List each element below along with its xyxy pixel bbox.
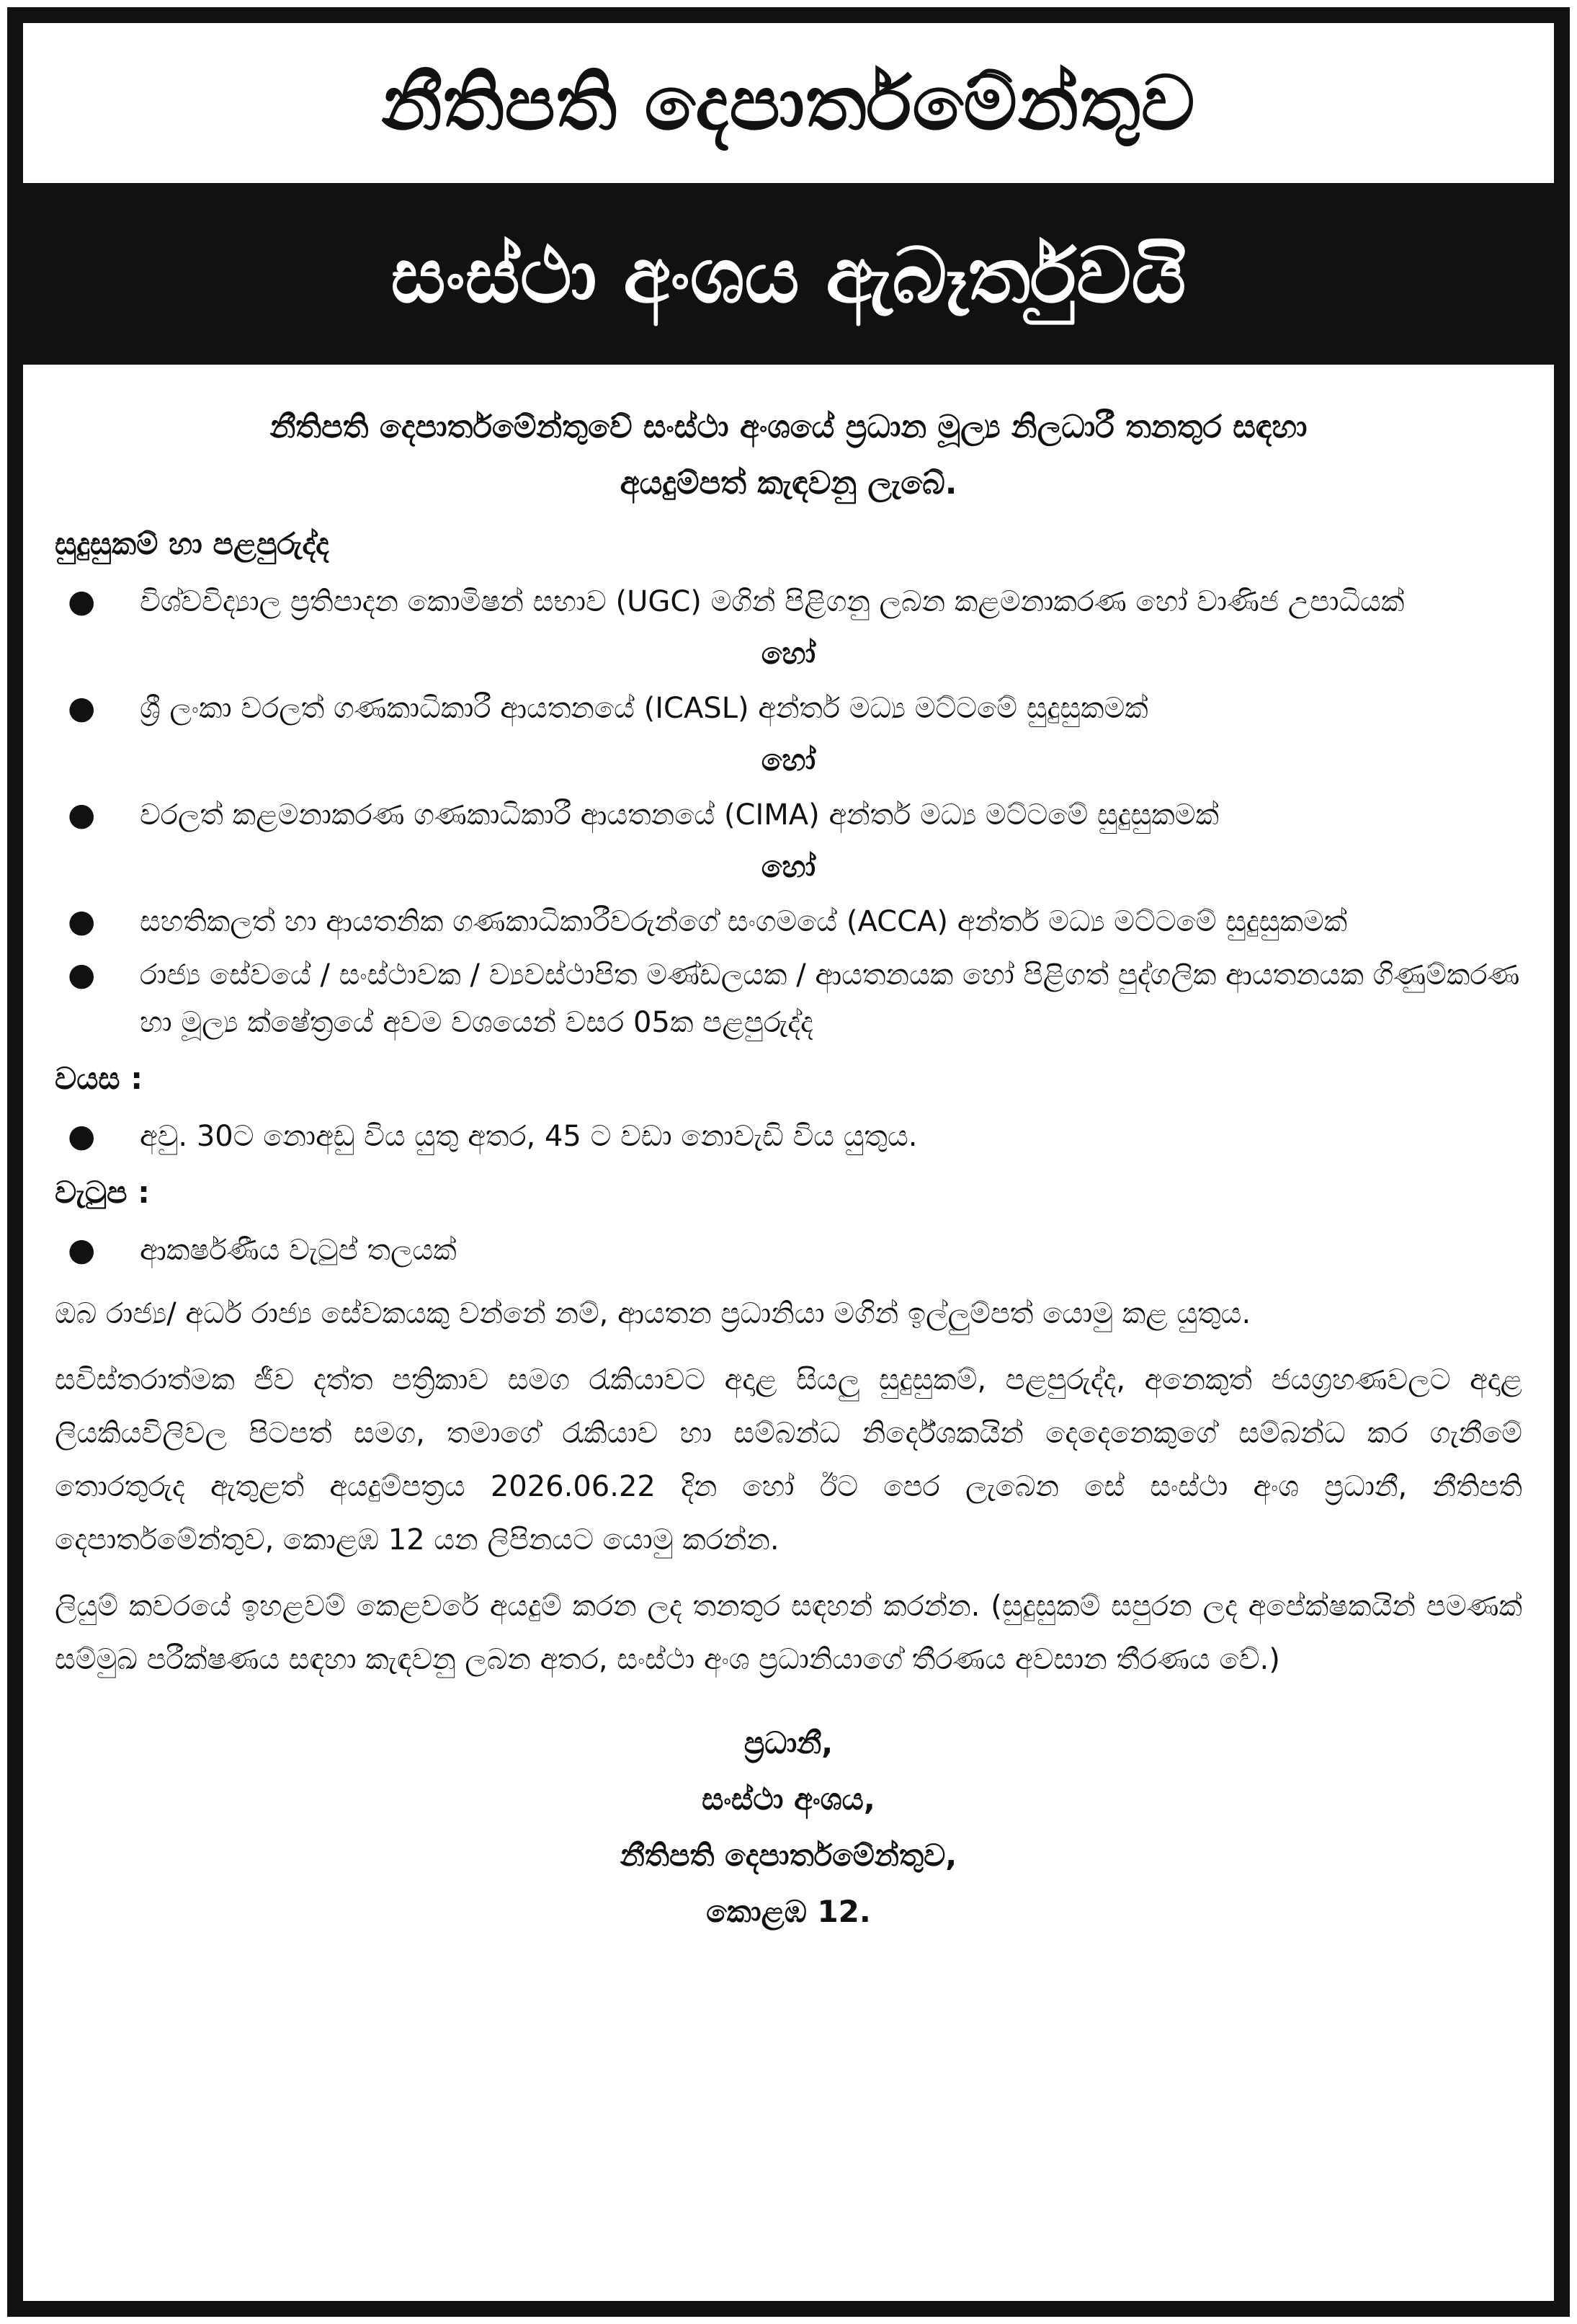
advertisement-frame [7,7,1570,2317]
age-text: අවු. 30ට නොඅඩු විය යුතු අතර, 45 ට වඩා නොවැඩි විය යුතුය. [140,1120,918,1153]
title-box [23,23,1554,189]
envelope-instructions: ලියුම් කවරයේ ඉහළවම් කෙළවරේ අයදුම් කරන ලද තනතුර සඳහන් කරන්න. (සුදුසුකම් සපුරන ලද අපේක්ෂකයින් පමණක් සම්මුඛ පරීක්ෂණය සඳහා කැඳවනු ලබන අතර, සංස්ථා අංශ ප්‍රධානියාගේ තීරණය අවසාන තීරණය වේ.) [55,1590,1522,1676]
signature-line-2: සංස්ථා අංශය, [702,1781,875,1817]
bullet-icon: ● [68,690,96,726]
qualification-item [55,791,1522,839]
salary-text: ආකර්ෂණීය වැටුප් තලයක් [140,1234,457,1267]
bullet-icon: ● [68,903,96,940]
application-instructions: සවිස්තරාත්මක ජීව දත්ත පත්‍රිකාව සමග රැකියාවට අදාළ සියලු සුදුසුකම්, පළපුරුද්ද, අනෙකුත් ජයග්‍රහණවලට අදාළ ලියකියවිලිවල පිටපත් සමග, තමාගේ රැකියාව හා සම්බන්ධ නිර්දේශකයින් දෙදෙනෙකුගේ සම්බන්ධ කර ගැනීමේ තොරතුරුද ඇතුළත් අයදුම්පත්‍රය 2026.06.22 දින හෝ ඊට පෙර ලැබෙන සේ සංස්ථා අංශ ප්‍රධානී, නීතිපති දෙපාර්තමේන්තුව, කොළඹ 12 යන ලිපිනයට යොමු කරන්න. [55,1363,1522,1557]
qualification-item [55,578,1522,625]
qualification-item [55,685,1522,732]
age-heading: වයස : [55,1061,143,1096]
bullet-icon: ● [68,956,96,993]
intro-line-1: නීතිපති දෙපාර්තමේන්තුවේ සංස්ථා අංශයේ ප්‍රධාන මූල්‍ය නිලධාරී තනතුර සඳහා [269,409,1308,445]
advertisement-body [23,365,1554,1940]
banner-text: සංස්ථා අංශය ඇබෑර්තුවයි [390,231,1187,320]
bullet-icon: ● [68,583,96,620]
signature-line-4: කොළඹ 12. [706,1894,871,1929]
government-employee-note: ඔබ රාජ්‍ය/ අර්ධ රාජ්‍ය සේවකයකු වන්නේ නම්, ආයතන ප්‍රධානියා මගින් ඉල්ලුම්පත් යොමු කළ යුතුය. [55,1297,1251,1330]
signature-line-1: ප්‍රධානී, [743,1725,834,1760]
signature-line-3: නීතිපති දෙපාර්තමේන්තුව, [620,1838,957,1873]
bullet-icon: ● [68,1118,96,1154]
qualification-text: ශ්‍රී ලංකා වරලත් ගණකාධිකාරී ආයතනයේ (ICASL) අන්තර් මධ්‍ය මට්ටමේ සුදුසුකමක් [140,692,1148,725]
intro-text [55,399,1522,512]
department-title: නීතිපති දෙපාර්තමේන්තුව [381,58,1196,147]
qualification-text: සහතිකලත් හා ආයතනික ගණකාධිකාරීවරුන්ගේ සංගමයේ (ACCA) අන්තර් මධ්‍ය මට්ටමේ සුදුසුකමක් [140,905,1348,938]
qualifications-heading: සුදුසුකම් හා පළපුරුද්ද [55,526,329,561]
salary-item [55,1226,1522,1274]
intro-line-2: අයදුම්පත් කැඳවනු ලැබේ. [620,465,957,502]
salary-heading: වැටුප : [55,1175,150,1210]
experience-item [55,951,1522,1046]
bullet-icon: ● [68,1232,96,1268]
signature-block [55,1715,1522,1940]
qualification-text: වරලත් කළමනාකරණ ගණකාධිකාරී ආයතනයේ (CIMA) අන්තර් මධ්‍ය මට්ටමේ සුදුසුකමක් [140,798,1219,832]
experience-text: රාජ්‍ය සේවයේ / සංස්ථාවක / ව්‍යවස්ථාපිත මණ්ඩලයක / ආයතනයක හෝ පිළිගත් පුද්ගලික ආයතනයක ගිණුම්කරණ හා මූල්‍ය ක්ෂේත්‍රයේ අවම වශයෙන් වසර 05ක පළපුරුද්ද [140,958,1520,1039]
or-label: හෝ [761,636,816,671]
qualification-item [55,898,1522,945]
banner [23,189,1554,365]
age-item [55,1113,1522,1160]
or-label: හෝ [761,849,816,884]
bullet-icon: ● [68,796,96,833]
qualification-text: විශ්වවිද්‍යාල ප්‍රතිපාදන කොමිෂන් සභාව (UGC) මගින් පිළිගනු ලබන කළමනාකරණ හෝ වාණිජ උපාධියක් [140,585,1405,618]
or-label: හෝ [761,742,816,778]
